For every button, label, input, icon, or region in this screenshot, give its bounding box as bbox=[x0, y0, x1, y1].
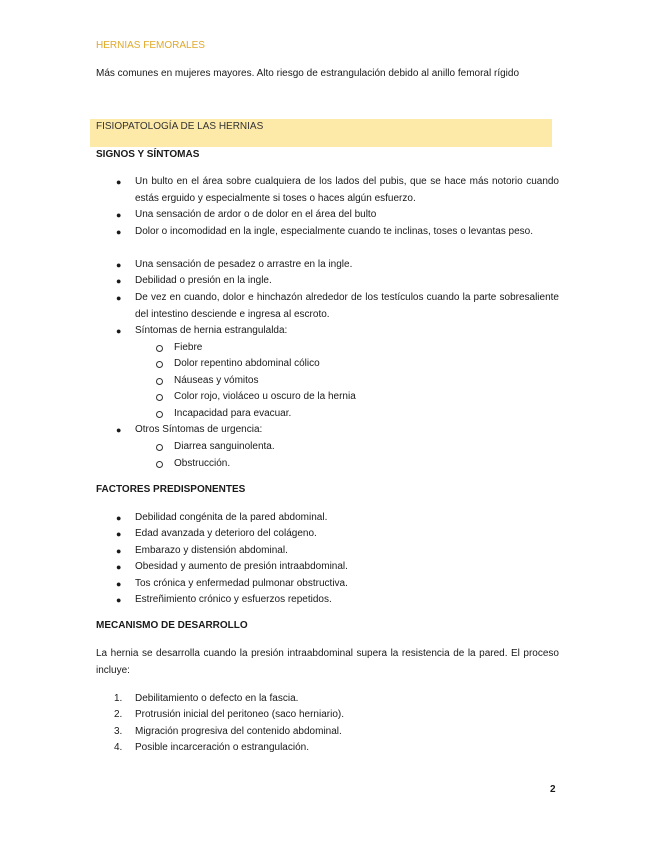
sub-list-item: Fiebre bbox=[174, 342, 203, 353]
bullet-icon: ● bbox=[116, 529, 122, 539]
bullet-icon: ● bbox=[116, 579, 122, 589]
step-number: 1. bbox=[114, 693, 123, 704]
sub-list-item: Obstrucción. bbox=[174, 458, 231, 469]
numbered-item: Protrusión inicial del peritoneo (saco herniario). bbox=[135, 709, 344, 720]
list-item: Síntomas de hernia estrangulalda: bbox=[135, 325, 288, 336]
list-item: Tos crónica y enfermedad pulmonar obstructiva. bbox=[135, 578, 348, 589]
list-item: Dolor o incomodidad en la ingle, especialmente cuando te inclinas, toses o levantas peso. bbox=[135, 226, 534, 237]
bullet-icon: ● bbox=[116, 326, 122, 336]
bullet-icon: ● bbox=[116, 260, 122, 270]
mecanismo-heading: MECANISMO DE DESARROLLO bbox=[96, 620, 248, 631]
bullet-icon: ● bbox=[116, 210, 122, 220]
list-item: Embarazo y distensión abdominal. bbox=[135, 545, 288, 556]
bullet-icon: ● bbox=[116, 293, 122, 303]
circle-bullet-icon bbox=[156, 444, 163, 451]
bullet-icon: ● bbox=[116, 595, 122, 605]
sub-list-item: Incapacidad para evacuar. bbox=[174, 408, 292, 419]
page-number: 2 bbox=[550, 784, 556, 795]
sub-list-item: Náuseas y vómitos bbox=[174, 375, 259, 386]
step-number: 2. bbox=[114, 709, 123, 720]
sub-list-item: Diarrea sanguinolenta. bbox=[174, 441, 275, 452]
bullet-icon: ● bbox=[116, 425, 122, 435]
numbered-item: Migración progresiva del contenido abdominal. bbox=[135, 726, 342, 737]
section-title-hernias-femorales: HERNIAS FEMORALES bbox=[96, 40, 205, 51]
bullet-icon: ● bbox=[116, 546, 122, 556]
list-item: Otros Síntomas de urgencia: bbox=[135, 424, 263, 435]
list-item: Debilidad o presión en la ingle. bbox=[135, 275, 272, 286]
circle-bullet-icon bbox=[156, 361, 163, 368]
circle-bullet-icon bbox=[156, 461, 163, 468]
bullet-icon: ● bbox=[116, 513, 122, 523]
bullet-icon: ● bbox=[116, 562, 122, 572]
list-item: Un bulto en el área sobre cualquiera de los lados del pubis, que se hace más notorio cuando estás erguido y especialmente si toses o haces algún esfuerzo. bbox=[135, 176, 559, 204]
list-item: De vez en cuando, dolor e hinchazón alrededor de los testículos cuando la parte sobresaliente del intestino desciende e ingresa al escroto. bbox=[135, 292, 559, 320]
bullet-icon: ● bbox=[116, 227, 122, 237]
list-item: Una sensación de ardor o de dolor en el área del bulto bbox=[135, 209, 377, 220]
factores-heading: FACTORES PREDISPONENTES bbox=[96, 484, 246, 495]
list-item: Una sensación de pesadez o arrastre en la ingle. bbox=[135, 259, 353, 270]
sub-list-item: Color rojo, violáceo u oscuro de la hernia bbox=[174, 391, 356, 402]
mecanismo-paragraph: La hernia se desarrolla cuando la presión intraabdominal supera la resistencia de la pared. El proceso incluye: bbox=[96, 648, 559, 676]
list-item: Edad avanzada y deterioro del colágeno. bbox=[135, 528, 317, 539]
banner-title: FISIOPATOLOGÍA DE LAS HERNIAS bbox=[96, 121, 264, 132]
circle-bullet-icon bbox=[156, 394, 163, 401]
bullet-icon: ● bbox=[116, 177, 122, 187]
bullet-icon: ● bbox=[116, 276, 122, 286]
list-item: Debilidad congénita de la pared abdominal. bbox=[135, 512, 328, 523]
intro-text: Más comunes en mujeres mayores. Alto riesgo de estrangulación debido al anillo femoral rígido bbox=[96, 68, 520, 79]
list-item: Obesidad y aumento de presión intraabdominal. bbox=[135, 561, 348, 572]
step-number: 4. bbox=[114, 742, 123, 753]
circle-bullet-icon bbox=[156, 378, 163, 385]
list-item: Estreñimiento crónico y esfuerzos repetidos. bbox=[135, 594, 332, 605]
circle-bullet-icon bbox=[156, 411, 163, 418]
signos-heading: SIGNOS Y SÍNTOMAS bbox=[96, 149, 200, 160]
step-number: 3. bbox=[114, 726, 123, 737]
sub-list-item: Dolor repentino abdominal cólico bbox=[174, 358, 320, 369]
numbered-item: Posible incarceración o estrangulación. bbox=[135, 742, 309, 753]
numbered-item: Debilitamiento o defecto en la fascia. bbox=[135, 693, 299, 704]
circle-bullet-icon bbox=[156, 345, 163, 352]
